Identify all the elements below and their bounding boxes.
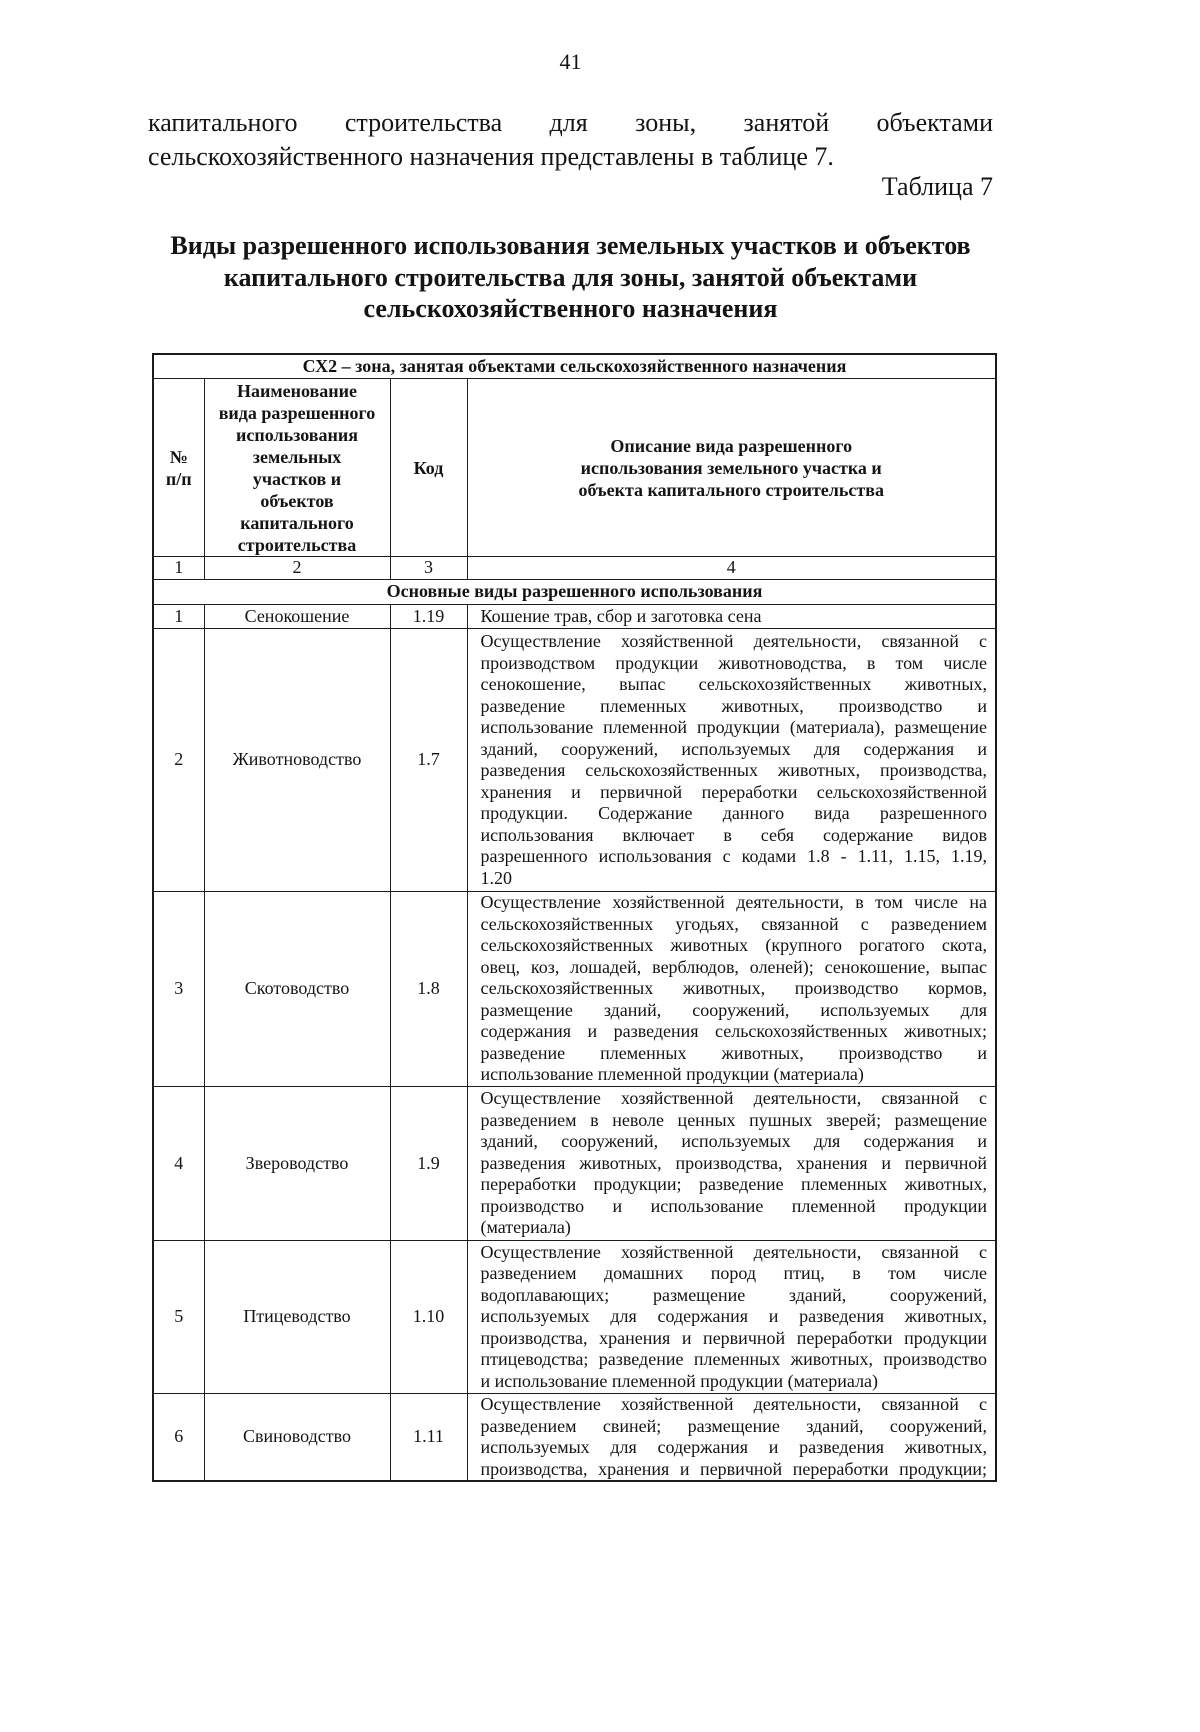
row-number: 2 bbox=[153, 629, 204, 892]
description-line: зданий, сооружений, используемых для содержания и bbox=[480, 738, 987, 759]
row-number: 1 bbox=[153, 605, 204, 629]
description-line: производством продукции животноводства, в том числе bbox=[480, 652, 987, 673]
row-code: 1.8 bbox=[390, 892, 467, 1087]
description-line: разрешенного использования с кодами 1.8 - 1.11, 1.15, 1.19, bbox=[480, 846, 987, 866]
row-name: Животноводство bbox=[204, 629, 390, 892]
row-description bbox=[467, 605, 996, 629]
row-description bbox=[467, 892, 996, 1087]
description-line: продукции. Содержание данного вида разрешенного bbox=[480, 803, 987, 823]
row-name: Птицеводство bbox=[204, 1241, 390, 1394]
header-line: строительства bbox=[237, 534, 357, 555]
title-line: сельскохозяйственного назначения bbox=[363, 294, 778, 323]
table-title bbox=[148, 230, 993, 325]
row-number: 6 bbox=[153, 1394, 204, 1482]
header-line: вида разрешенного bbox=[218, 402, 376, 423]
column-header-num bbox=[153, 379, 204, 557]
description-line: Осуществление хозяйственной деятельности, связанной с bbox=[480, 1241, 987, 1262]
table-row bbox=[153, 892, 996, 1087]
description-line: производства, хранения и первичной переработки продукции; bbox=[480, 1458, 987, 1479]
description-line: разведением домашних пород птиц, в том числе bbox=[480, 1263, 987, 1284]
intro-line: капитального строительства для зоны, занятой объектами bbox=[148, 108, 993, 137]
header-line: Наименование bbox=[237, 380, 357, 401]
column-number-row bbox=[153, 557, 996, 580]
description-line: переработки продукции; разведение племенных животных, bbox=[480, 1174, 987, 1195]
description-line: Кошение трав, сбор и заготовка сена bbox=[480, 605, 762, 626]
description-line: хранения и первичной переработки сельскохозяйственной bbox=[480, 781, 987, 802]
row-number: 4 bbox=[153, 1087, 204, 1241]
description-line: овец, коз, лошадей, верблюдов, оленей); сенокошение, выпас bbox=[480, 956, 987, 977]
column-header-description bbox=[467, 379, 996, 557]
zone-header-row bbox=[153, 354, 996, 379]
description-line: сельскохозяйственных угодьях, связанной с разведением bbox=[480, 913, 987, 934]
column-header-row bbox=[153, 379, 996, 557]
description-line: разведением свиней; размещение зданий, сооружений, bbox=[480, 1415, 987, 1436]
header-line: Описание вида разрешенного bbox=[610, 435, 853, 456]
row-code: 1.11 bbox=[390, 1394, 467, 1482]
row-code: 1.19 bbox=[390, 605, 467, 629]
zone-header: СХ2 – зона, занятая объектами сельскохозяйственного назначения bbox=[153, 354, 996, 379]
description-line: Осуществление хозяйственной деятельности, связанной с bbox=[480, 1394, 987, 1414]
row-code: 1.10 bbox=[390, 1241, 467, 1394]
row-description bbox=[467, 1241, 996, 1394]
row-name: Свиноводство bbox=[204, 1394, 390, 1482]
description-line: разведения животных, производства, хранения и первичной bbox=[480, 1152, 987, 1173]
header-line: № bbox=[169, 446, 188, 467]
description-line: Осуществление хозяйственной деятельности, связанной с bbox=[480, 1088, 987, 1109]
row-description bbox=[467, 1394, 996, 1482]
title-line: капитального строительства для зоны, занятой объектами bbox=[223, 262, 918, 292]
description-line: сенокошение, выпас сельскохозяйственных животных, bbox=[480, 674, 987, 694]
description-line: зданий, сооружений, используемых для содержания и bbox=[480, 1131, 987, 1152]
row-description bbox=[467, 1087, 996, 1241]
row-number: 3 bbox=[153, 892, 204, 1087]
header-line: объекта капитального строительства bbox=[578, 479, 884, 500]
description-line: разведение племенных животных, производство и bbox=[480, 695, 987, 716]
row-code: 1.7 bbox=[390, 629, 467, 892]
land-use-table bbox=[152, 353, 997, 1482]
row-name: Сенокошение bbox=[204, 605, 390, 629]
description-line: разведением в неволе ценных пушных зверей; размещение bbox=[480, 1109, 987, 1130]
column-number: 2 bbox=[204, 557, 390, 580]
table-row bbox=[153, 1394, 996, 1482]
description-line: используемых для содержания и разведения животных, bbox=[480, 1306, 987, 1327]
table-caption: Таблица 7 bbox=[881, 172, 993, 201]
description-line: разведения сельскохозяйственных животных, производства, bbox=[480, 760, 987, 780]
header-line: земельных bbox=[252, 446, 342, 467]
intro-line: сельскохозяйственного назначения представлены в таблице 7. bbox=[148, 142, 834, 171]
column-number: 1 bbox=[153, 557, 204, 580]
description-line: использования включает в себя содержание видов bbox=[480, 824, 987, 845]
header-line: п/п bbox=[165, 468, 192, 489]
description-line: содержания и разведения сельскохозяйственных животных; bbox=[480, 1021, 987, 1042]
description-line: используемых для содержания и разведения животных, bbox=[480, 1437, 987, 1457]
intro-paragraph bbox=[148, 106, 993, 174]
column-header-code: Код bbox=[390, 379, 467, 557]
column-number: 3 bbox=[390, 557, 467, 580]
description-line: использование племенной продукции (материала) bbox=[480, 1064, 864, 1085]
row-number: 5 bbox=[153, 1241, 204, 1394]
row-name: Скотоводство bbox=[204, 892, 390, 1087]
description-line: и использование племенной продукции (материала) bbox=[480, 1370, 879, 1391]
section-row bbox=[153, 580, 996, 605]
description-line: сельскохозяйственных животных, производство кормов, bbox=[480, 978, 987, 999]
table-row bbox=[153, 629, 996, 892]
header-line: объектов bbox=[260, 490, 334, 511]
table-row bbox=[153, 1087, 996, 1241]
description-line: водоплавающих; размещение зданий, сооружений, bbox=[480, 1284, 987, 1305]
description-line: сельскохозяйственных животных (крупного рогатого скота, bbox=[480, 935, 987, 956]
title-line: Виды разрешенного использования земельных участков и объектов bbox=[170, 231, 971, 260]
description-line: разведение племенных животных, производство и bbox=[480, 1042, 987, 1063]
row-name: Звероводство bbox=[204, 1087, 390, 1241]
row-description bbox=[467, 629, 996, 892]
row-code: 1.9 bbox=[390, 1087, 467, 1241]
table-row bbox=[153, 1241, 996, 1394]
description-line: размещение зданий, сооружений, используемых для bbox=[480, 999, 987, 1020]
header-line: использования земельного участка и bbox=[580, 457, 882, 478]
header-line: капитального bbox=[240, 512, 354, 533]
header-line: использования bbox=[236, 424, 358, 445]
table-row bbox=[153, 605, 996, 629]
description-line: (материала) bbox=[480, 1217, 571, 1238]
description-line: использование племенной продукции (материала), размещение bbox=[480, 717, 987, 737]
column-number: 4 bbox=[467, 557, 996, 580]
description-line: 1.20 bbox=[480, 867, 512, 888]
description-line: Осуществление хозяйственной деятельности, в том числе на bbox=[480, 892, 987, 913]
description-line: производство и использование племенной продукции bbox=[480, 1195, 987, 1216]
description-line: птицеводства; разведение племенных животных, производство bbox=[480, 1349, 987, 1370]
description-line: производства, хранения и первичной переработки продукции bbox=[480, 1327, 987, 1348]
section-title: Основные виды разрешенного использования bbox=[153, 580, 996, 605]
page-number: 41 bbox=[559, 49, 582, 74]
description-line: Осуществление хозяйственной деятельности, связанной с bbox=[480, 631, 987, 651]
header-line: участков и bbox=[252, 468, 342, 489]
column-header-name bbox=[204, 379, 390, 557]
